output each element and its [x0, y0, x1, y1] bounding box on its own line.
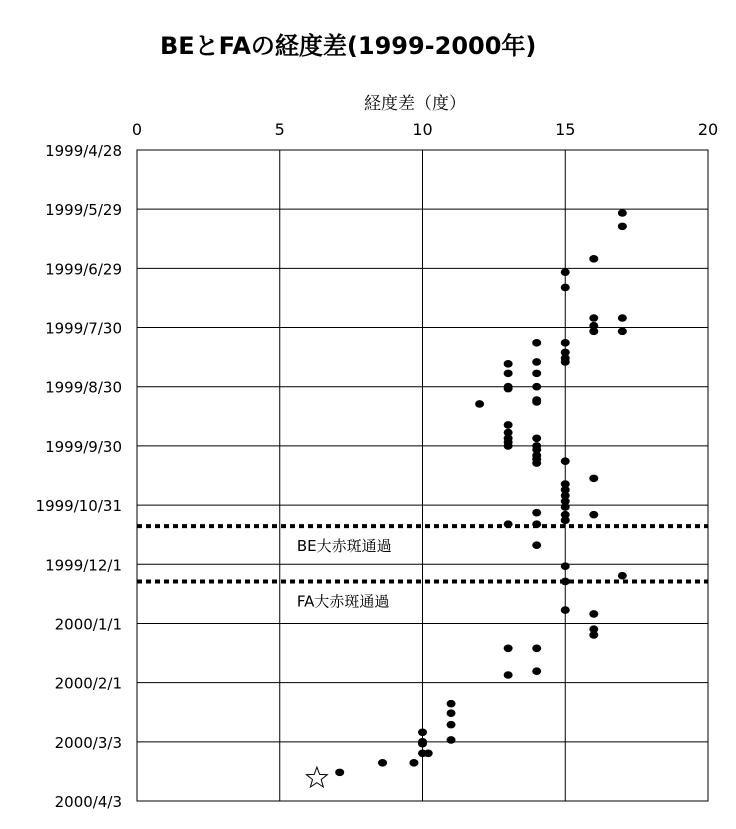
y-tick-label: 1999/8/30	[45, 378, 122, 397]
data-point	[589, 610, 598, 618]
data-point	[532, 541, 541, 549]
x-tick-label: 15	[555, 120, 576, 139]
data-point	[447, 700, 456, 708]
y-tick-label: 1999/12/1	[45, 556, 122, 575]
data-point	[504, 370, 513, 378]
data-point	[589, 328, 598, 336]
data-point	[532, 459, 541, 467]
y-tick-label: 1999/4/28	[45, 142, 122, 160]
data-point	[561, 457, 570, 465]
data-point	[618, 328, 627, 336]
data-point	[504, 520, 513, 528]
data-point	[589, 475, 598, 483]
y-tick-label: 1999/6/29	[45, 260, 122, 279]
data-point	[447, 721, 456, 729]
y-tick-label: 2000/1/1	[54, 615, 122, 634]
data-point	[532, 520, 541, 528]
data-point	[589, 631, 598, 639]
data-point	[561, 503, 570, 511]
data-point	[532, 398, 541, 406]
reference-line-label: FA大赤斑通過	[296, 592, 390, 611]
y-tick-label: 1999/10/31	[35, 497, 122, 516]
data-point	[561, 606, 570, 614]
data-point	[561, 562, 570, 570]
data-point	[589, 255, 598, 263]
data-point	[618, 572, 627, 580]
data-point	[532, 358, 541, 366]
data-point	[561, 339, 570, 347]
data-point	[561, 268, 570, 276]
x-tick-label: 0	[131, 120, 143, 139]
data-point	[532, 667, 541, 675]
data-point	[424, 749, 433, 757]
data-point	[589, 511, 598, 519]
data-point	[447, 709, 456, 717]
data-point	[532, 644, 541, 652]
data-point	[504, 360, 513, 368]
data-point	[409, 759, 418, 767]
data-point	[504, 385, 513, 393]
x-tick-label: 5	[274, 120, 285, 139]
data-point	[618, 223, 627, 231]
data-point	[475, 400, 484, 408]
y-tick-label: 2000/4/3	[54, 793, 122, 811]
y-tick-label: 1999/9/30	[45, 437, 122, 456]
x-tick-label: 10	[412, 120, 433, 139]
data-point	[532, 370, 541, 378]
y-tick-label: 1999/5/29	[45, 201, 122, 220]
data-point	[561, 358, 570, 366]
y-tick-label: 2000/2/1	[54, 674, 122, 693]
data-point	[532, 339, 541, 347]
reference-line-label: BE大赤斑通過	[296, 537, 392, 556]
data-point	[418, 728, 427, 736]
data-point	[378, 759, 387, 767]
data-point	[504, 421, 513, 429]
data-point	[335, 769, 344, 777]
data-point	[532, 434, 541, 442]
data-point	[589, 314, 598, 322]
data-point	[618, 209, 627, 217]
y-tick-label: 1999/7/30	[45, 319, 122, 338]
x-tick-label: 20	[697, 120, 719, 139]
data-point	[418, 740, 427, 748]
data-point	[532, 383, 541, 391]
data-point	[561, 517, 570, 525]
chart-title-text: BEとFAの経度差(1999-2000年)	[160, 32, 537, 60]
data-point	[561, 284, 570, 292]
data-point	[504, 671, 513, 679]
data-point	[561, 578, 570, 586]
data-point	[504, 644, 513, 652]
data-point	[532, 509, 541, 517]
x-axis-label: 経度差（度）	[364, 94, 466, 114]
y-tick-label: 2000/3/3	[54, 733, 122, 752]
data-point	[504, 442, 513, 450]
data-point	[618, 314, 627, 322]
data-point	[447, 736, 456, 744]
